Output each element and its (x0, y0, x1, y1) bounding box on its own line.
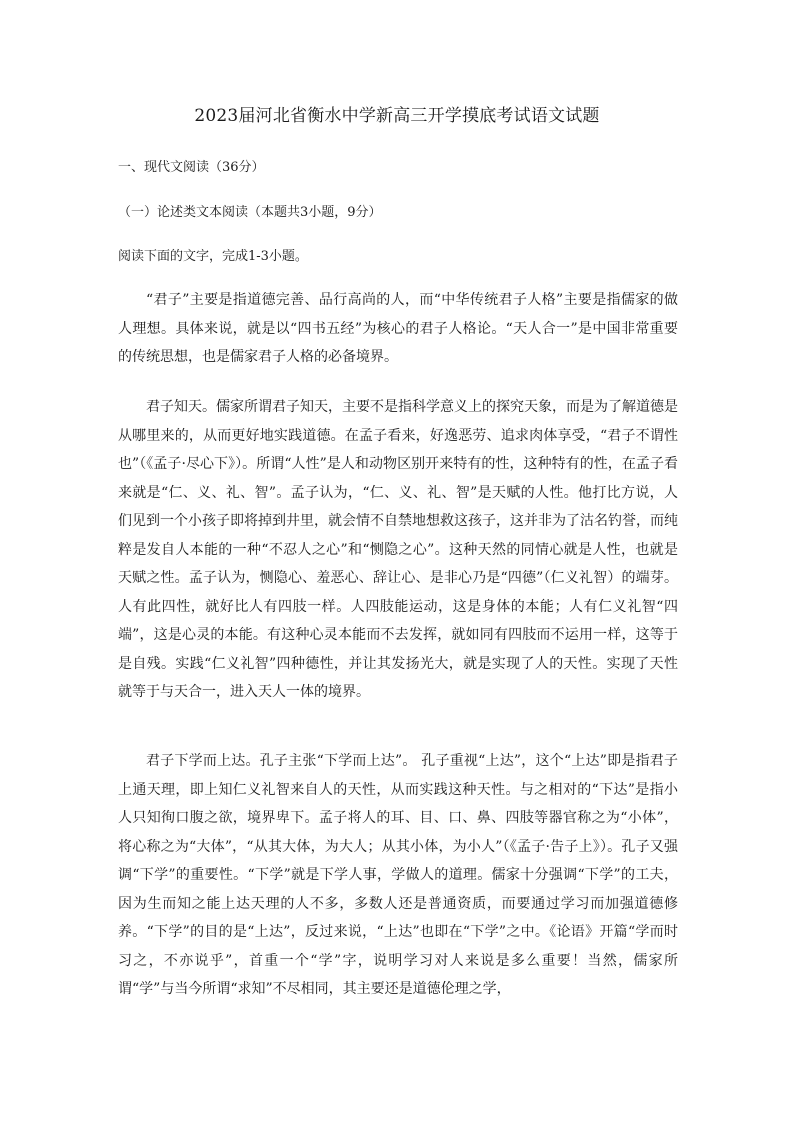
page-title: 2023届河北省衡水中学新高三开学摸底考试语文试题 (194, 106, 600, 126)
paragraph-2: 君子知天。儒家所谓君子知天，主要不是指科学意义上的探究天象，而是为了解道德是从哪里来的，从而更好地实践道德。在孟子看来，好逸恶劳、追求肉体享受，“君子不谓性也”（《孟子·尽心下》）。所谓“人性”是人和动物区别开来特有的性，这种特有的性，在孟子看来就是“仁、义、礼、智”。孟子认为，“仁、义、礼、智”是天赋的人性。他打比方说，人们见到一个小孩子即将掉到井里，就会情不自禁地想救这孩子，这并非为了沽名钓誉，而纯粹是发自人本能的一种“不忍人之心”和“恻隐之心”。这种天然的同情心就是人性，也就是天赋之性。孟子认为，恻隐心、羞恶心、辞让心、是非心乃是“四德”（仁义礼智）的端芽。人有此四性，就好比人有四肢一样。人四肢能运动，这是身体的本能；人有仁义礼智“四端”，这是心灵的本能。有这种心灵本能而不去发挥，就如同有四肢而不运用一样，这等于是自残。实践“仁义礼智”四种德性，并让其发扬光大，就是实现了人的天性。实现了天性就等于与天合一，进入天人一体的境界。 (118, 399, 678, 700)
subsection-heading: （一）论述类文本阅读（本题共3小题，9分） (118, 205, 382, 220)
reading-instruction: 阅读下面的文字，完成1-3小题。 (118, 249, 308, 264)
paragraph-3: 君子下学而上达。孔子主张“下学而上达”。 孔子重视“上达”，这个“上达”即是指君子上通天理，即上知仁义礼智来自人的天性，从而实践这种天性。与之相对的“下达”是指小人只知徇口腹之欲，境界卑下。孟子将人的耳、目、口、鼻、四肢等器官称之为“小体”，将心称之为“大体”，“从其大体，为大人；从其小体，为小人”（《孟子·告子上》）。孔子又强调“下学”的重要性。“下学”就是下学人事，学做人的道理。儒家十分强调“下学”的工夫，因为生而知之能上达天理的人不多，多数人还是普通资质，而要通过学习而加强道德修养。“下学”的目的是“上达”，反过来说，“上达”也即在“下学”之中。《论语》开篇“学而时习之，不亦说乎”，首重一个“学”字，说明学习对人来说是多么重要！当然，儒家所谓“学”与当今所谓“求知”不尽相同，其主要还是道德伦理之学， (118, 753, 678, 997)
paragraph-1: “君子”主要是指道德完善、品行高尚的人，而“中华传统君子人格”主要是指儒家的做人理想。具体来说，就是以“四书五经”为核心的君子人格论。“天人合一”是中国非常重要的传统思想，也是儒家君子人格的必备境界。 (118, 292, 678, 365)
section-heading: 一、现代文阅读（36分） (118, 160, 265, 175)
